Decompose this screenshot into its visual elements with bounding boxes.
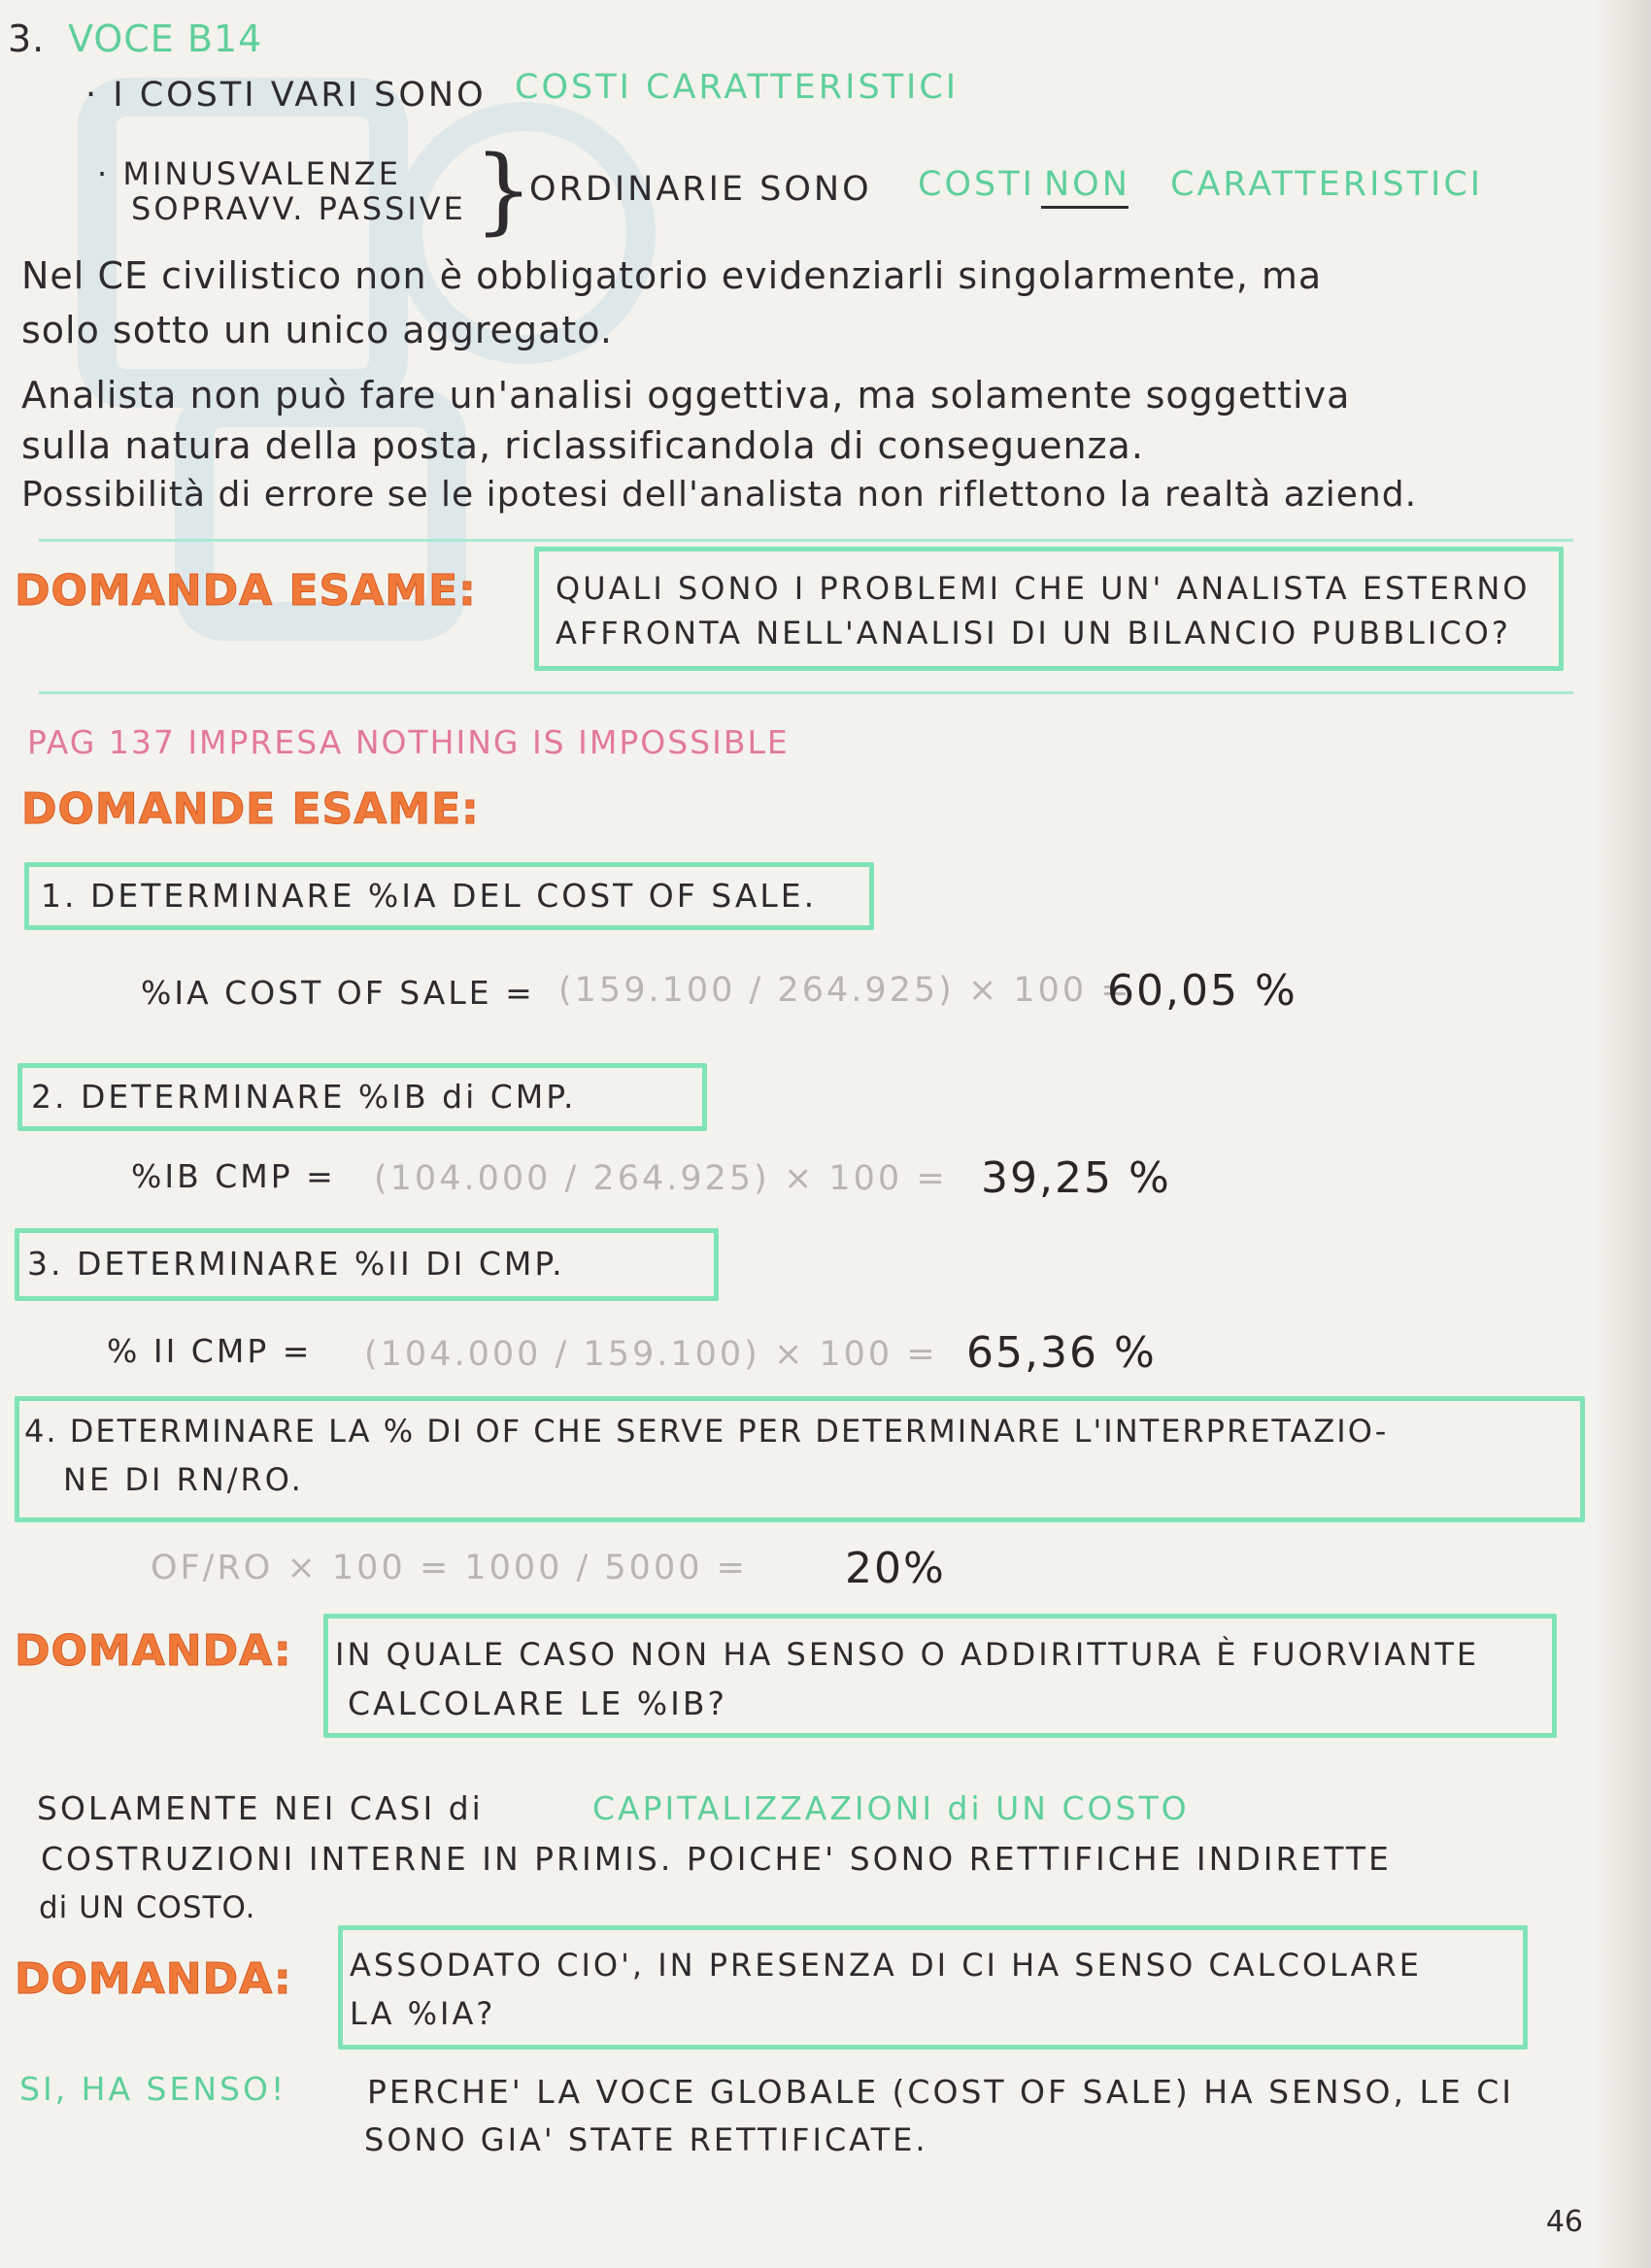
formula-3-lhs: % II CMP = xyxy=(107,1332,313,1370)
formula-2-calc: (104.000 / 264.925) × 100 = xyxy=(374,1159,948,1198)
answer-ib-line-2: COSTRUZIONI INTERNE IN PRIMIS. POICHE' SONO RETTIFICHE INDIRETTE xyxy=(41,1840,1392,1878)
costs-line-lead: · I COSTI VARI SONO xyxy=(85,76,487,115)
formula-2-lhs: %IB CMP = xyxy=(131,1157,336,1195)
civil-ce-line-2: solo sotto un unico aggregato. xyxy=(21,309,613,351)
non-underline xyxy=(1041,206,1129,209)
question-ia-box xyxy=(338,1925,1528,2050)
formula-3-result: 65,36 % xyxy=(966,1328,1157,1378)
question-3-text: 3. DETERMINARE %II DI CMP. xyxy=(27,1245,565,1283)
caratteristici-label: CARATTERISTICI xyxy=(1170,165,1484,204)
section-number: 3. xyxy=(8,17,46,60)
answer-ia-yes: SI, HA SENSO! xyxy=(19,2070,287,2108)
answer-ib-lead: SOLAMENTE NEI CASI di xyxy=(37,1789,484,1827)
answer-ia-line-1: PERCHE' LA VOCE GLOBALE (COST OF SALE) HA SENSO, LE CI xyxy=(367,2073,1514,2111)
page-edge-shadow xyxy=(1595,0,1651,2268)
curly-brace: } xyxy=(474,136,534,245)
non-label: NON xyxy=(1044,165,1130,204)
formula-3-calc: (104.000 / 159.100) × 100 = xyxy=(364,1335,938,1374)
divider-bottom xyxy=(39,691,1573,694)
answer-ib-line-3: di UN COSTO. xyxy=(39,1890,256,1925)
analyst-line-1: Analista non può fare un'analisi oggettiva, ma solamente soggettiva xyxy=(21,374,1351,417)
exam-question-line-2: AFFRONTA NELL'ANALISI DI UN BILANCIO PUBBLICO? xyxy=(556,615,1511,651)
question-4-line-1: 4. DETERMINARE LA % DI OF CHE SERVE PER DETERMINARE L'INTERPRETAZIO- xyxy=(24,1413,1389,1450)
question-ib-label: DOMANDA: xyxy=(15,1626,292,1676)
analyst-line-3: Possibilità di errore se le ipotesi dell'analista non riflettono la realtà aziend. xyxy=(21,475,1418,515)
question-1-text: 1. DETERMINARE %IA DEL COST OF SALE. xyxy=(41,877,818,915)
exam-question-line-1: QUALI SONO I PROBLEMI CHE UN' ANALISTA ESTERNO xyxy=(556,570,1531,607)
ordinarie-text: ORDINARIE SONO xyxy=(529,170,872,209)
formula-2-result: 39,25 % xyxy=(981,1153,1171,1203)
formula-1-lhs: %IA COST OF SALE = xyxy=(141,974,535,1012)
answer-ia-line-2: SONO GIA' STATE RETTIFICATE. xyxy=(364,2121,928,2158)
formula-1-result: 60,05 % xyxy=(1107,966,1297,1016)
analyst-line-2: sulla natura della posta, riclassificandola di conseguenza. xyxy=(21,424,1144,467)
exam-question-box xyxy=(534,547,1564,671)
question-ib-line-2: CALCOLARE LE %IB? xyxy=(348,1684,727,1722)
question-4-line-2: NE DI RN/RO. xyxy=(63,1461,304,1498)
answer-ib-highlight: CAPITALIZZAZIONI di UN COSTO xyxy=(592,1789,1190,1827)
case-reference: PAG 137 IMPRESA NOTHING IS IMPOSSIBLE xyxy=(27,723,790,761)
costi-label: COSTI xyxy=(918,165,1035,204)
divider-top xyxy=(39,539,1573,542)
formula-4-calc: OF/RO × 100 = 1000 / 5000 = xyxy=(151,1549,748,1587)
costs-line-highlight: COSTI CARATTERISTICI xyxy=(515,68,960,107)
sopravvenienze-label: SOPRAVV. PASSIVE xyxy=(131,190,466,227)
formula-1-calc: (159.100 / 264.925) × 100 = xyxy=(558,971,1132,1010)
minusvalenze-label: · MINUSVALENZE xyxy=(97,155,401,192)
question-ib-line-1: IN QUALE CASO NON HA SENSO O ADDIRITTURA È FUORVIANTE xyxy=(335,1636,1480,1673)
exam-questions-label: DOMANDE ESAME: xyxy=(21,784,480,834)
question-ia-line-1: ASSODATO CIO', IN PRESENZA DI CI HA SENSO CALCOLARE xyxy=(350,1947,1422,1984)
page-number: 46 xyxy=(1545,2205,1583,2239)
section-title: VOCE B14 xyxy=(68,17,263,60)
civil-ce-line-1: Nel CE civilistico non è obbligatorio evidenziarli singolarmente, ma xyxy=(21,254,1323,297)
question-2-text: 2. DETERMINARE %IB di CMP. xyxy=(31,1078,577,1116)
question-ia-line-2: LA %IA? xyxy=(350,1995,496,2032)
formula-4-result: 20% xyxy=(845,1544,946,1593)
exam-question-label: DOMANDA ESAME: xyxy=(15,566,477,616)
question-ia-label: DOMANDA: xyxy=(15,1954,292,2004)
